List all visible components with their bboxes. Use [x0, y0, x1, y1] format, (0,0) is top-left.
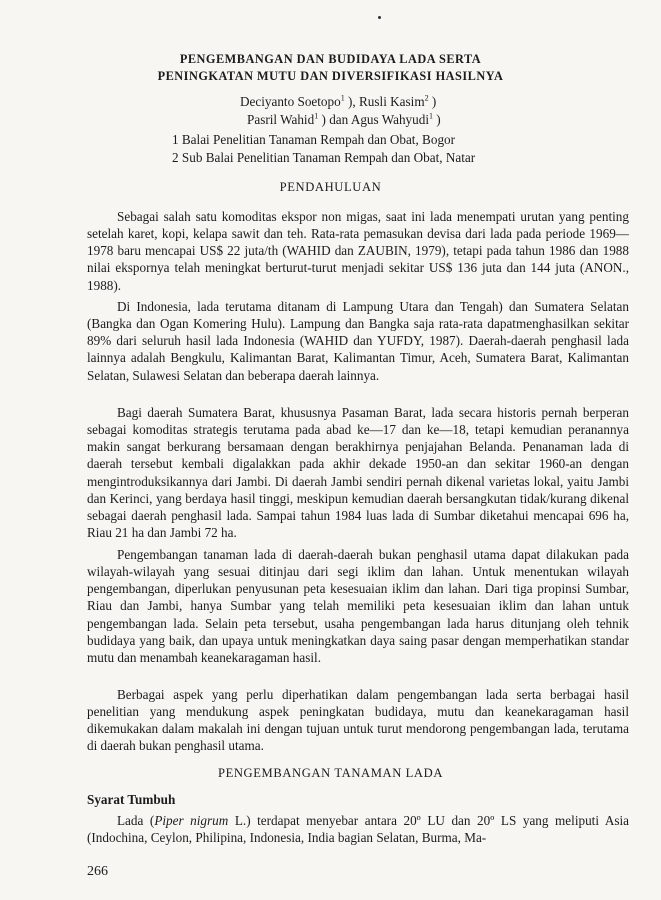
- paragraph-6: [87, 812, 629, 846]
- affiliation-2: 2 Sub Balai Penelitian Tanaman Rempah dan Obat, Natar: [172, 150, 476, 165]
- paragraph-1: Sebagai salah satu komoditas ekspor non migas, saat ini lada menempati urutan yang penting setelah karet, kopi, kelapa sawit dan teh. Rata-rata pemasukan devisa dari lada pada periode 1969—1978 baru mencapai US$ 22 juta/th (WAHID dan ZAUBIN, 1979), tetapi pada tahun 1986 dan 1988 nilai ekspornya telah meningkat berturut-turut menjadi sekitar US$ 136 juta dan 144 juta (ANON., 1988).: [87, 209, 629, 293]
- author-name: Pasril Wahid: [247, 112, 315, 127]
- author-affiliation-sup: 1: [429, 111, 433, 121]
- authors-line-1: [240, 94, 436, 110]
- paragraph-4: Pengembangan tanaman lada di daerah-daerah bukan penghasil utama dapat dilakukan pada wilayah-wilayah yang sesuai ditinjau dari segi iklim dan lahan. Untuk menentukan wilayah pengembangan, diperlukan penyusunan peta kesesuaian iklim dan lahan. Dari tiga propinsi Sumbar, Riau dan Jambi, hanya Sumbar yang telah memiliki peta kesesuaian iklim dan lahan untuk pengembangan lada. Selain peta tersebut, usaha pengembangan lada harus ditunjang oleh tehnik budidaya yang baik, dan upaya untuk meningkatkan daya saing pasar dengan memperhatikan standar mutu dan menambah keanekaragaman hasil.: [87, 547, 629, 665]
- species-name: Piper nigrum: [154, 813, 229, 828]
- page-number: 266: [87, 864, 108, 879]
- paragraph-5: Berbagai aspek yang perlu diperhatikan dalam pengembangan lada serta berbagai hasil penelitian yang mendukung aspek peningkatan budidaya, mutu dan keanekaragaman hasil dikemukakan dalam makalah ini dengan tujuan untuk turut mendorong pengembangan lada, terutama di daerah bukan penghasil utama.: [87, 687, 629, 754]
- section-heading-development: PENGEMBANGAN TANAMAN LADA: [217, 766, 444, 780]
- author-separator: ),: [344, 94, 360, 109]
- title-line-1: PENGEMBANGAN DAN BUDIDAYA LADA SERTA: [179, 52, 482, 66]
- authors-line-2: [247, 112, 441, 128]
- author-affiliation-sup: 1: [340, 93, 345, 103]
- author-affiliation-sup: 1: [314, 111, 319, 121]
- author-affiliation-sup: 2: [424, 93, 429, 103]
- author-name: Rusli Kasim: [359, 94, 425, 109]
- author-name: Deciyanto Soetopo: [240, 94, 341, 109]
- author-separator: ): [428, 94, 437, 109]
- title-line-2: PENINGKATAN MUTU DAN DIVERSIFIKASI HASILNYA: [157, 69, 504, 83]
- subheading-syarat-tumbuh: Syarat Tumbuh: [87, 792, 176, 807]
- paragraph-6-rest: L.) terdapat menyebar antara 20º LU dan 20º LS yang meliputi Asia (Indochina, Ceylon, Philipina, Indonesia, India bagian Selatan, Burma, Ma-: [87, 813, 629, 846]
- section-heading-intro: PENDAHULUAN: [279, 180, 382, 194]
- speck-mark: [378, 16, 381, 19]
- author-separator: ) dan: [318, 112, 351, 127]
- paragraph-3: Bagi daerah Sumatera Barat, khususnya Pasaman Barat, lada secara historis pernah berperan sebagai komoditas strategis terutama pada abad ke—17 dan ke—18, tetapi kemudian peranannya makin sangat berkurang bersamaan dengan berakhirnya penjajahan Belanda. Penanaman lada di daerah tersebut kembali digalakkan pada akhir dekade 1950-an dan sekitar 1960-an dengan mengintroduksikannya dari Jambi. Di daerah Jambi sendiri pernah dikenal varietas lokal, yaitu Jambi dan Kerinci, yang berdaya hasil tinggi, meskipun kemudian daerah bersangkutan tidak/kurang dikenal sebagai daerah penghasil lada. Sampai tahun 1984 luas lada di Sumbar diketahui mencapai 696 ha, Riau 21 ha dan Jambi 72 ha.: [87, 405, 629, 541]
- author-separator: ): [433, 112, 441, 127]
- affiliation-1: 1 Balai Penelitian Tanaman Rempah dan Obat, Bogor: [172, 132, 456, 147]
- author-name: Agus Wahyudi: [350, 112, 429, 127]
- paragraph-6-start: Lada (: [117, 813, 155, 828]
- paragraph-2: Di Indonesia, lada terutama ditanam di Lampung Utara dan Tengah) dan Sumatera Selatan (Bangka dan Ogan Komering Hulu). Lampung dan Bangka saja rata-rata dapatmenghasilkan sekitar 89% dari seluruh hasil lada Indonesia (WAHID dan YUFDY, 1987). Daerah-daerah penghasil lada lainnya adalah Bengkulu, Kalimantan Barat, Kalimantan Timur, Aceh, Sumatera Barat, Kalimantan Selatan, Sulawesi Selatan dan beberapa daerah lainnya.: [87, 299, 629, 383]
